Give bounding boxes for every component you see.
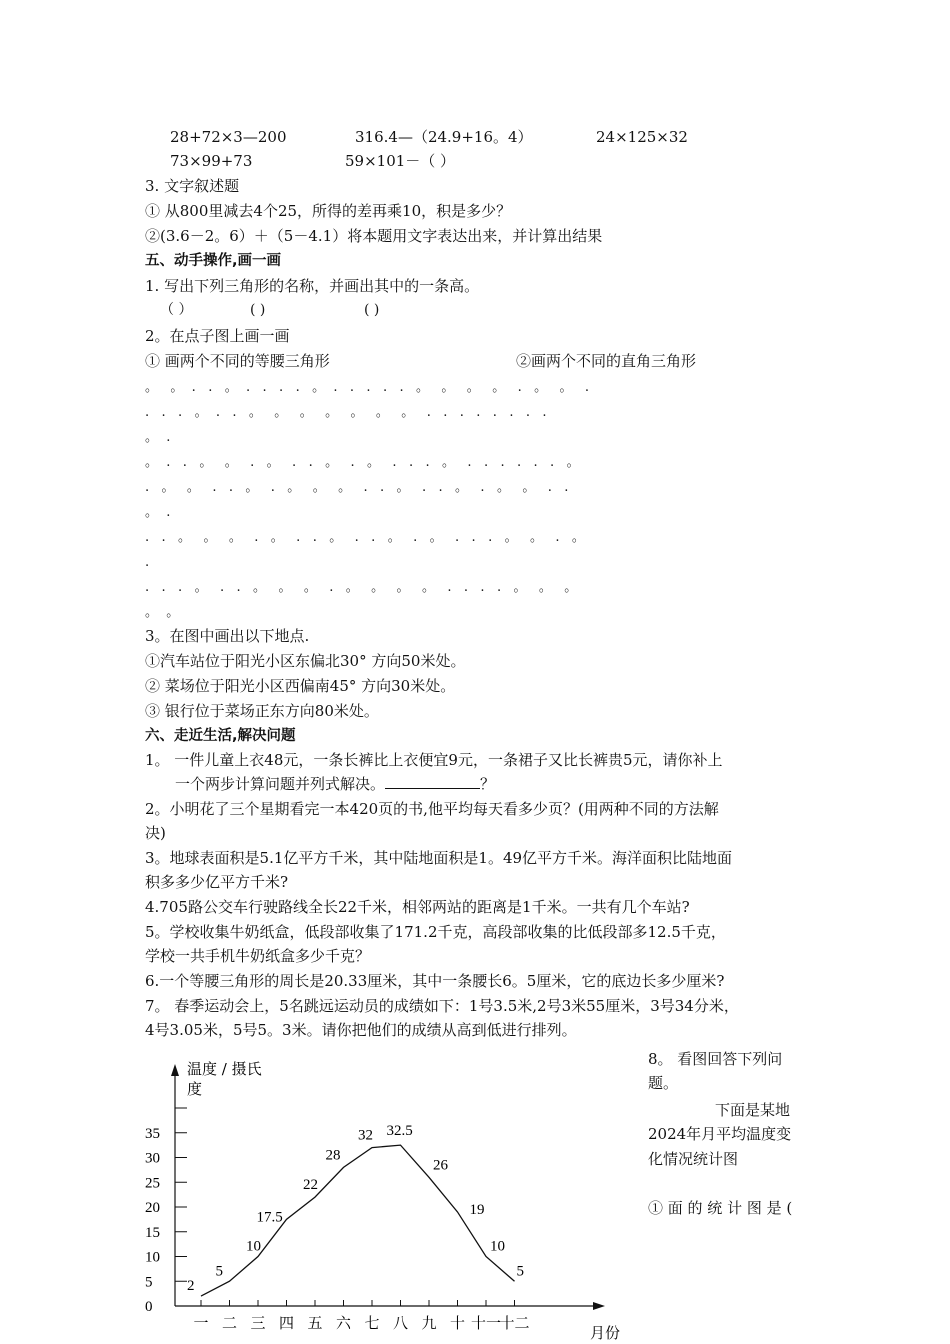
p8d: 2024年月平均温度变 xyxy=(648,1125,792,1143)
x-tick-label: 一 xyxy=(193,1314,209,1332)
y-axis-label: 温度 / 摄氏 xyxy=(187,1060,262,1078)
blank-2: ( ) xyxy=(250,302,266,318)
sec5-q3c: ③ 银行位于菜场正东方向80米处。 xyxy=(145,702,379,720)
y-tick-label: 25 xyxy=(145,1175,160,1192)
p1b-row xyxy=(175,774,495,794)
data-label: 10 xyxy=(490,1238,505,1255)
sec5-q3: 3。在图中画出以下地点. xyxy=(145,627,310,645)
dot-row: . . . 。 . . 。 。 。 . 。 。 。 。 . . . . 。 。 。 xyxy=(145,580,578,595)
y-tick-label: 20 xyxy=(145,1200,160,1216)
s3-title: 3. 文字叙述题 xyxy=(145,177,240,195)
temperature-line xyxy=(201,1145,515,1296)
p2a: 2。小明花了三个星期看完一本420页的书,他平均每天看多少页？(用两种不同的方法解 xyxy=(145,800,719,818)
y-axis-arrow xyxy=(171,1064,179,1076)
sec5-q2: 2。在点子图上画一画 xyxy=(145,327,290,345)
p5a: 5。学校收集牛奶纸盒，低段部收集了171.2千克，高段部收集的比低段部多12.5千克， xyxy=(145,923,726,941)
calc-3: 24×125×32 xyxy=(596,128,688,146)
p8e: 化情况统计图 xyxy=(648,1150,739,1168)
y-tick-label: 30 xyxy=(145,1150,160,1167)
calc-4: 73×99+73 xyxy=(170,152,253,170)
dot-row: 。 . xyxy=(145,505,171,520)
p4: 4.705路公交车行驶路线全长22千米，相邻两站的距离是1千米。一共有几个车站? xyxy=(145,898,690,916)
data-label: 2 xyxy=(187,1278,195,1295)
data-label: 5 xyxy=(215,1263,223,1280)
y-tick-label: 5 xyxy=(145,1274,153,1291)
p1b: 一个两步计算问题并列式解决。 xyxy=(175,775,386,793)
x-tick-label: 三 xyxy=(250,1314,266,1332)
temperature-chart xyxy=(135,1050,635,1344)
sec5-q2a: ① 画两个不同的等腰三角形 xyxy=(145,352,330,370)
p1a: 1。 一件儿童上衣48元，一条长裤比上衣便宜9元，一条裙子又比长裤贵5元，请你补上 xyxy=(145,751,723,769)
x-tick-label: 七 xyxy=(364,1314,380,1332)
x-axis-label: 月份 xyxy=(590,1324,621,1342)
data-label: 26 xyxy=(433,1157,448,1174)
dot-row: 。 . xyxy=(145,430,171,445)
x-tick-label: 二 xyxy=(221,1314,238,1332)
data-label: 28 xyxy=(325,1147,341,1164)
sec5-title: 五、动手操作,画一画 xyxy=(145,253,282,269)
y-tick-label: 0 xyxy=(145,1299,153,1315)
blank-1: （ ） xyxy=(160,302,193,318)
data-label: 19 xyxy=(469,1201,485,1218)
data-label: 10 xyxy=(246,1238,261,1255)
data-label: 22 xyxy=(303,1177,318,1194)
x-tick-label: 六 xyxy=(335,1314,352,1332)
p6: 6.一个等腰三角形的周长是20.33厘米，其中一条腰长6。5厘米，它的底边长多少厘米? xyxy=(145,972,725,990)
dot-row: . . . 。 . . 。 。 。 。 。 。 。 . . . . . . . . xyxy=(145,405,547,420)
x-tick-label: 九 xyxy=(421,1314,437,1332)
dot-row: 。 。 . . 。 . . . . 。 . . . . . 。 。 。 。 . 。 。 . xyxy=(145,380,590,395)
dot-row: . . 。 。 。 . 。 . . 。 . . 。 . 。 . . . 。 。 . 。 xyxy=(145,530,585,545)
data-label: 32 xyxy=(358,1127,373,1144)
calc-1: 28+72×3—200 xyxy=(170,128,287,146)
dot-row: . 。 。 . . 。 . 。 。 。 . . 。 . . 。 . 。 。 . . xyxy=(145,480,569,495)
sec5-q3a: ①汽车站位于阳光小区东偏北30° 方向50米处。 xyxy=(145,652,466,670)
answer-blank xyxy=(385,774,480,789)
p8a: 8。 看图回答下列问 xyxy=(648,1050,783,1068)
s3-q2: ②(3.6－2。6）＋（5－4.1）将本题用文字表达出来，并计算出结果 xyxy=(145,227,603,245)
p8b: 题。 xyxy=(648,1074,679,1092)
x-tick-label: 八 xyxy=(392,1314,409,1332)
s3-q1: ① 从800里减去4个25，所得的差再乘10，积是多少？ xyxy=(145,202,512,220)
dot-row: 。 。 xyxy=(145,605,180,620)
dot-row: 。 . . 。 。 . 。 . . 。 . 。 . . . 。 . . . . . . 。 xyxy=(145,455,580,470)
p1c: ？ xyxy=(480,775,496,793)
x-axis-arrow xyxy=(593,1302,605,1310)
sec5-q3b: ② 菜场位于阳光小区西偏南45° 方向30米处。 xyxy=(145,677,456,695)
x-tick-label: 四 xyxy=(278,1314,295,1332)
p8c: 下面是某地 xyxy=(715,1101,791,1119)
p7a: 7。 春季运动会上，5名跳远运动员的成绩如下：1号3.5米,2号3米55厘米，3号34分米， xyxy=(145,997,739,1015)
data-label: 5 xyxy=(516,1263,524,1280)
p7b: 4号3.05米，5号5。3米。请你把他们的成绩从高到低进行排列。 xyxy=(145,1021,577,1039)
y-tick-label: 10 xyxy=(145,1249,160,1266)
p3b: 积多多少亿平方千米? xyxy=(145,873,289,891)
sec5-q1: 1. 写出下列三角形的名称，并画出其中的一条高。 xyxy=(145,277,480,295)
sec6-title: 六、走近生活,解决问题 xyxy=(145,728,296,744)
blank-3: ( ) xyxy=(364,302,380,318)
data-label: 17.5 xyxy=(256,1209,283,1226)
x-tick-label: 十一 xyxy=(470,1314,502,1332)
p8f: ① 面 的 统 计 图 是 ( xyxy=(648,1199,793,1217)
data-label: 32.5 xyxy=(386,1123,413,1140)
sec5-q2b: ②画两个不同的直角三角形 xyxy=(516,352,697,370)
x-tick-label: 五 xyxy=(307,1314,323,1332)
y-axis-label: 度 xyxy=(187,1080,203,1098)
calc-5: 59×101－（ ） xyxy=(345,152,456,170)
p2b: 决) xyxy=(145,824,166,842)
y-tick-label: 15 xyxy=(145,1224,160,1241)
y-tick-label: 35 xyxy=(145,1125,160,1142)
p5b: 学校一共手机牛奶纸盒多少千克？ xyxy=(145,947,371,965)
dot-row: . xyxy=(145,555,150,570)
p3a: 3。地球表面积是5.1亿平方千米，其中陆地面积是1。49亿平方千米。海洋面积比陆地面 xyxy=(145,849,733,867)
x-tick-label: 十 xyxy=(449,1314,466,1332)
calc-2: 316.4—（24.9+16。4） xyxy=(355,128,533,146)
x-tick-label: 十二 xyxy=(499,1314,530,1332)
